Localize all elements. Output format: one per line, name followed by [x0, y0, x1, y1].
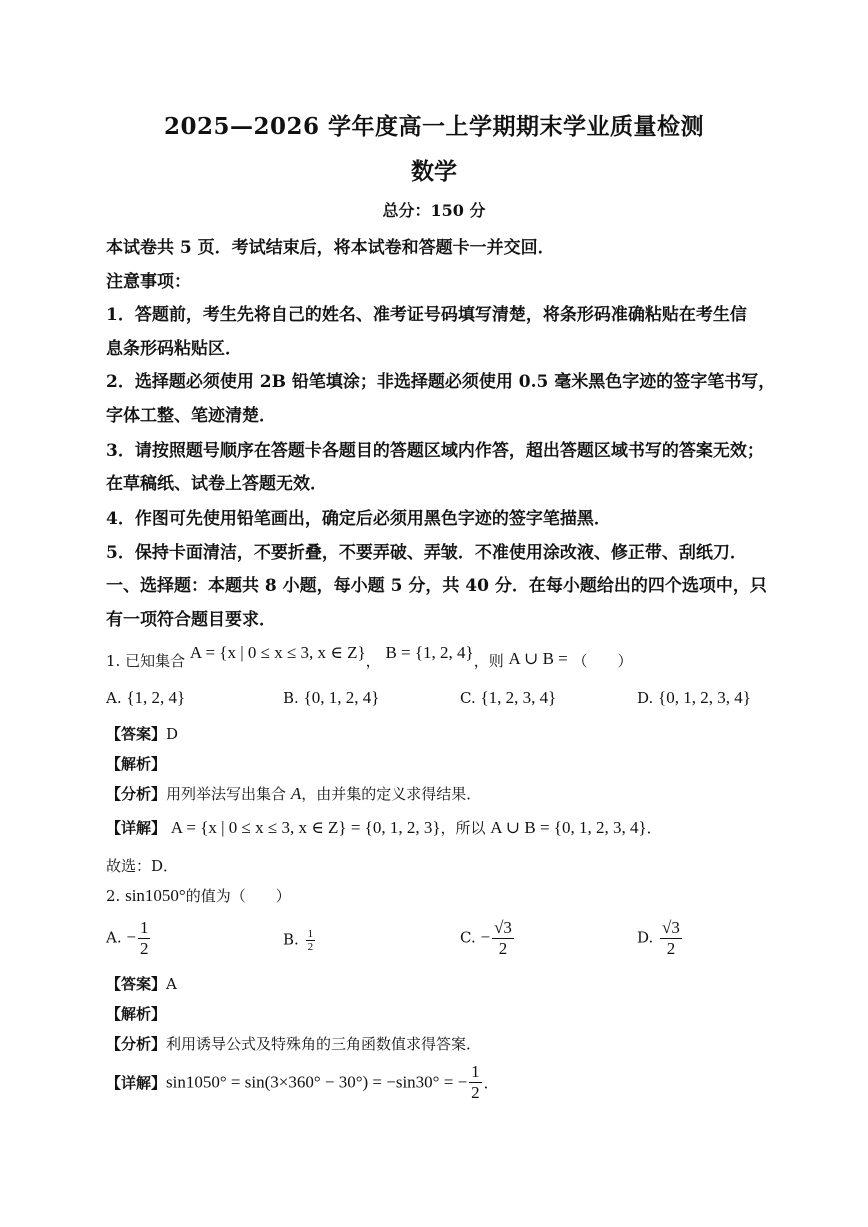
option-fraction [138, 918, 151, 959]
q1-choice: 故选：D． [106, 857, 179, 875]
q2-option-d [637, 918, 684, 959]
intro-text: 本试卷共 5 页．考试结束后，将本试卷和答题卡一并交回． [106, 238, 555, 258]
q1-analysis [106, 753, 166, 774]
notice-item-3: 3．请按照题号顺序在答题卡各题目的答题区域内作答，超出答题区域书写的答案无效； [106, 441, 764, 461]
fraction-numerator: 1 [471, 1062, 480, 1081]
answer-tag: 【答案】 [106, 725, 167, 743]
notice-item-1: 1．答题前，考生先将自己的姓名、准考证号码填写清楚，将条形码准确粘贴在考生信 [106, 305, 747, 325]
q1-sep: ， [365, 652, 381, 670]
fenxi-text: 利用诱导公式及特殊角的三角函数值求得答案． [166, 1035, 482, 1053]
analysis-tag: 【解析】 [106, 1005, 167, 1023]
section-heading: 一、选择题：本题共 8 小题，每小题 5 分，共 40 分．在每小题给出的四个选项中，只 [106, 576, 767, 596]
q1-prefix: 1. 已知集合 [106, 652, 186, 670]
option-value: {1, 2, 3, 4} [480, 688, 557, 707]
question-2-stem [106, 885, 291, 906]
analysis-tag: 【解析】 [106, 755, 167, 773]
detail-tag: 【详解】 [106, 1074, 167, 1092]
notice-item-5: 5．保持卡面清洁，不要折叠，不要弄破、弄皱．不准使用涂改液、修正带、刮纸刀． [106, 543, 747, 563]
option-label: D. [637, 689, 654, 707]
detail-end: ． [646, 819, 662, 837]
q1-paren: （ ） [572, 652, 633, 670]
fenxi-tag: 【分析】 [106, 1035, 167, 1053]
question-1-stem [106, 643, 633, 671]
detail-expr-1: A = {x | 0 ≤ x ≤ 3, x ∈ Z} = {0, 1, 2, 3} [170, 818, 441, 837]
q1-option-c [460, 688, 556, 708]
fenxi-tag: 【分析】 [106, 785, 167, 803]
option-label: D. [637, 928, 654, 947]
option-sign: − [480, 927, 491, 947]
fraction-denominator: 2 [139, 939, 149, 958]
exam-title: 2025—2026 学年度高一上学期期末学业质量检测 [163, 113, 705, 140]
q1-mid: ，则 [473, 652, 504, 670]
option-label: A. [106, 689, 122, 707]
fraction-numerator: 1 [139, 918, 149, 937]
notice-item-4: 4．作图可先使用铅笔画出，确定后必须用黑色字迹的签字笔描黑． [106, 509, 611, 529]
notice-item-3-cont: 在草稿纸、试卷上答题无效． [106, 474, 327, 494]
q2-option-b [283, 928, 317, 953]
fraction-denominator: 2 [307, 941, 314, 953]
option-label: C. [460, 689, 476, 707]
answer-value: D [166, 725, 179, 743]
detail-mid: ，所以 [440, 819, 486, 837]
q2-expr: sin1050° [125, 886, 186, 905]
q2-option-c [460, 918, 516, 959]
notice-item-2: 2．选择题必须使用 2B 铅笔填涂；非选择题必须使用 0.5 毫米黑色字迹的签字笔书写， [106, 372, 776, 392]
option-sign: − [126, 927, 136, 947]
fraction-denominator: 2 [666, 939, 676, 958]
option-value: {0, 1, 2, 3, 4} [658, 688, 751, 707]
q1-detail [106, 817, 662, 838]
option-label: B. [283, 930, 299, 949]
notice-heading: 注意事项： [106, 272, 191, 292]
detail-end: ． [483, 1074, 499, 1092]
q2-fenxi [106, 1033, 481, 1054]
q1-option-d [637, 688, 751, 708]
option-label: B. [283, 689, 299, 707]
notice-item-1-cont: 息条形码粘贴区． [106, 339, 242, 359]
answer-value: A [166, 975, 177, 993]
fraction-denominator: 2 [498, 939, 508, 958]
q1-set-b: B = {1, 2, 4} [385, 643, 474, 662]
subject-title: 数学 [411, 158, 457, 185]
q2-analysis [106, 1003, 166, 1024]
detail-tag: 【详解】 [106, 819, 167, 837]
q2-answer [106, 973, 177, 994]
fraction-numerator: √3 [662, 918, 680, 937]
option-label: C. [460, 928, 476, 947]
q1-expr: A ∪ B = [508, 649, 568, 668]
option-label: A. [106, 928, 122, 947]
option-fraction [660, 918, 682, 959]
detail-fraction [469, 1062, 482, 1103]
notice-item-2-cont: 字体工整、笔迹清楚． [106, 406, 276, 426]
answer-tag: 【答案】 [106, 975, 167, 993]
q1-set-a: A = {x | 0 ≤ x ≤ 3, x ∈ Z} [189, 643, 366, 662]
q1-option-a [106, 688, 185, 708]
fenxi-text: 用列举法写出集合 [166, 785, 287, 803]
q1-answer [106, 723, 178, 744]
option-value: {0, 1, 2, 4} [303, 688, 380, 707]
option-value: {1, 2, 4} [126, 688, 186, 707]
q2-prefix: 2. [106, 887, 126, 905]
section-heading-cont: 有一项符合题目要求． [106, 610, 276, 630]
fraction-numerator: √3 [494, 918, 512, 937]
q2-detail [106, 1062, 499, 1103]
fraction-numerator: 1 [307, 928, 314, 940]
total-score: 总分：150 分 [382, 201, 486, 220]
q2-suffix: 的值为（ ） [185, 887, 291, 905]
option-fraction [492, 918, 514, 959]
detail-expr: sin1050° = sin(3×360° − 30°) = −sin30° = − [166, 1072, 468, 1092]
fenxi-var: A [290, 784, 302, 803]
fenxi-text-2: ，由并集的定义求得结果． [301, 785, 482, 803]
q2-option-a [106, 918, 152, 959]
q1-fenxi [106, 783, 481, 804]
q1-option-b [283, 688, 379, 708]
detail-expr-2: A ∪ B = {0, 1, 2, 3, 4} [490, 818, 647, 837]
option-fraction [306, 928, 316, 953]
fraction-denominator: 2 [471, 1083, 480, 1102]
